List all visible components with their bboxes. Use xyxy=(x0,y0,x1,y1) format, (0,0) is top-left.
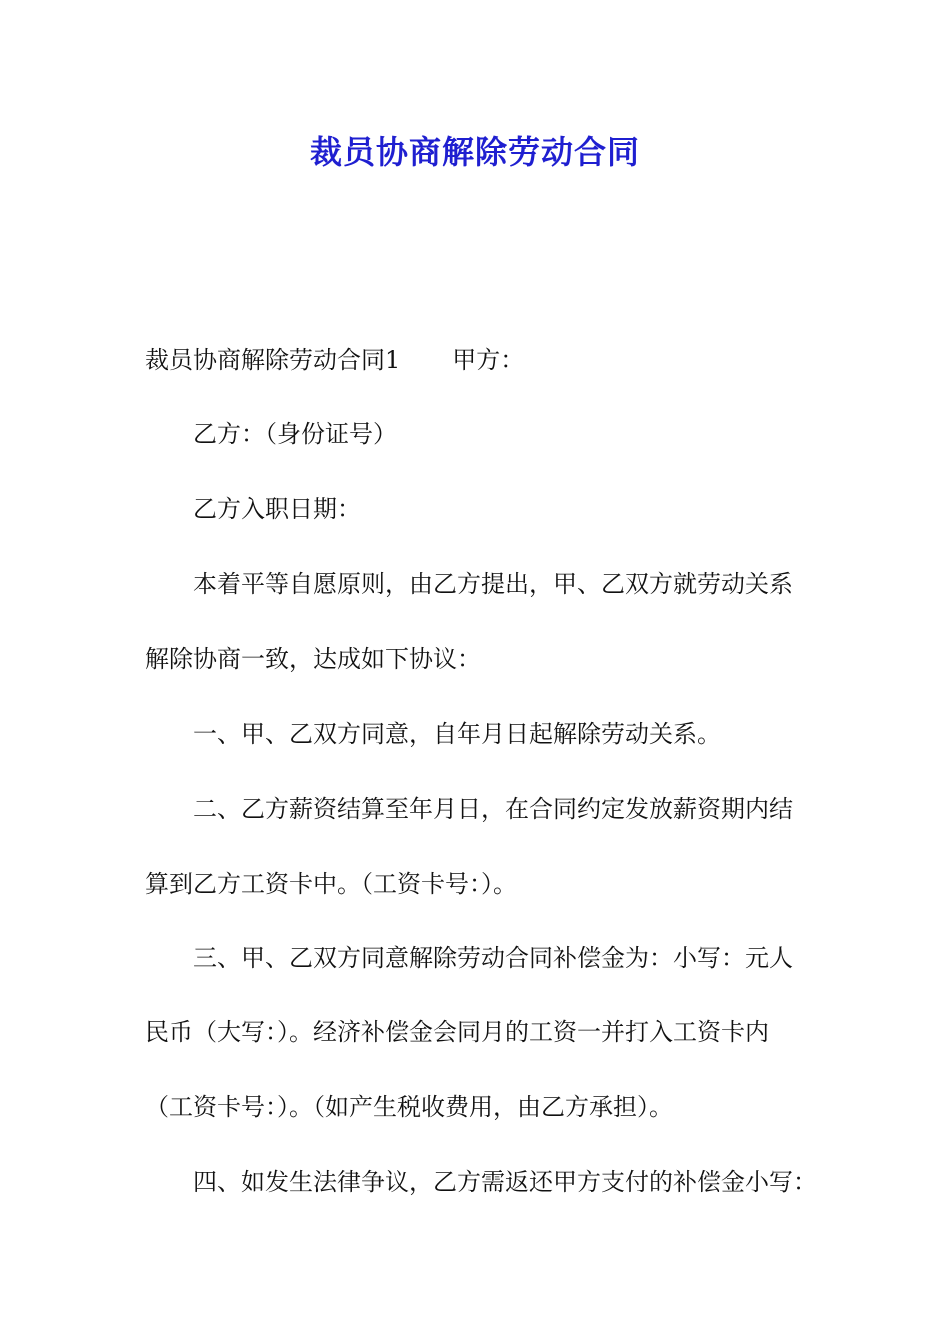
clause-2-line: 算到乙方工资卡中。（工资卡号：）。 xyxy=(145,870,517,898)
contract-name-label: 裁员协商解除劳动合同1 xyxy=(145,346,401,374)
document-title: 裁员协商解除劳动合同 xyxy=(309,133,640,171)
heading-line xyxy=(145,342,524,378)
clause-2-line: 二、乙方薪资结算至年月日，在合同约定发放薪资期内结 xyxy=(193,795,793,823)
clause-3-line: （工资卡号：）。（如产生税收费用，由乙方承担）。 xyxy=(145,1093,673,1121)
clause-1-line: 一、甲、乙双方同意，自年月日起解除劳动关系。 xyxy=(193,720,721,748)
clause-3-line: 三、甲、乙双方同意解除劳动合同补偿金为：小写：元人 xyxy=(193,944,793,972)
clause-4-line: 四、如发生法律争议，乙方需返还甲方支付的补偿金小写： xyxy=(193,1168,817,1196)
paragraph-line: 解除协商一致，达成如下协议： xyxy=(145,645,481,673)
party-b-line: 乙方：（身份证号） xyxy=(193,420,397,448)
entry-date-line: 乙方入职日期： xyxy=(193,495,361,523)
party-a-label: 甲方： xyxy=(452,346,525,374)
paragraph-line: 本着平等自愿原则，由乙方提出，甲、乙双方就劳动关系 xyxy=(193,570,793,598)
clause-3-line: 民币（大写：）。经济补偿金会同月的工资一并打入工资卡内 xyxy=(145,1018,769,1046)
